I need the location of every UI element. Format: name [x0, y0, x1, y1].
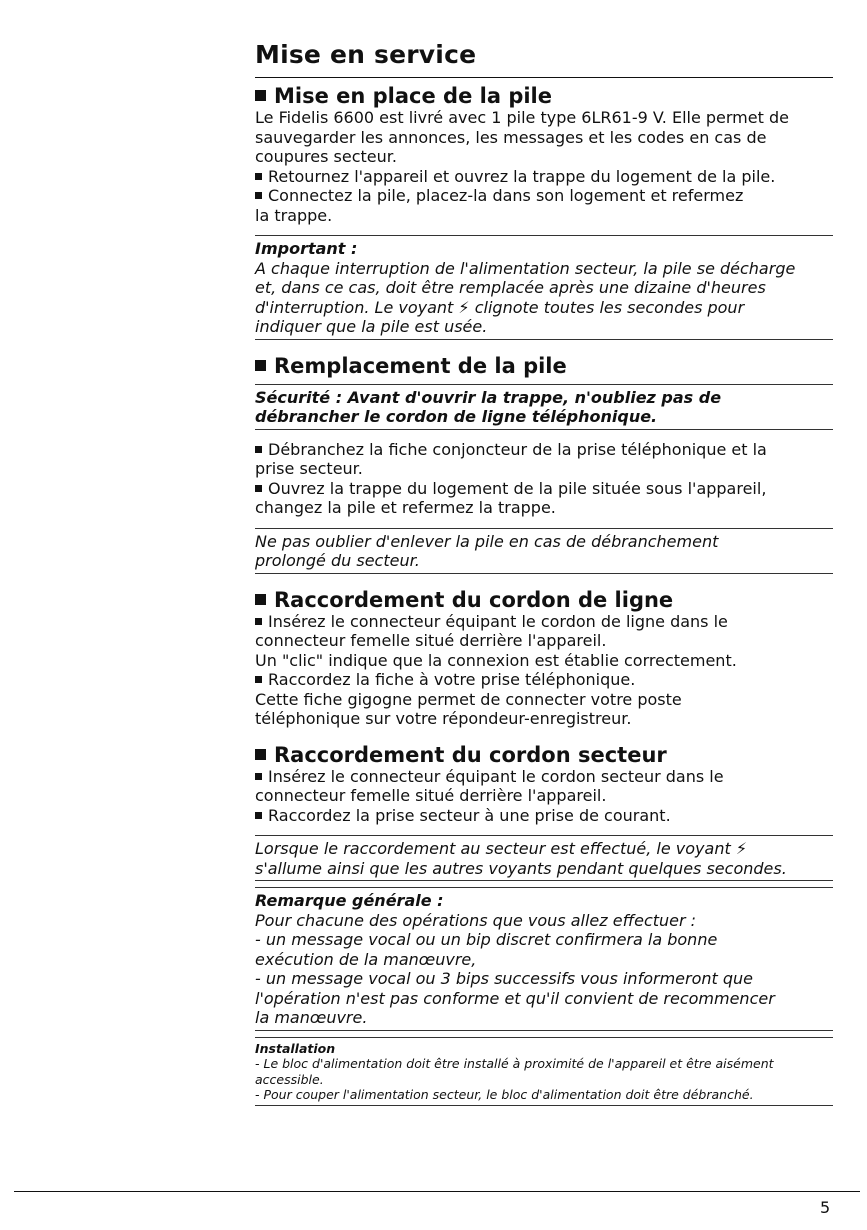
note-line: d'interruption. Le voyant ⚡ clignote toutes les secondes pour [255, 297, 745, 317]
note-line: - Pour couper l'alimentation secteur, le bloc d'alimentation doit être débranché. [255, 1087, 754, 1102]
paragraph: changez la pile et refermez la trappe. [255, 498, 556, 517]
power-note [255, 835, 833, 881]
paragraph: connecteur femelle situé derrière l'appareil. [255, 631, 607, 650]
bullet-item: Retournez l'appareil et ouvrez la trappe du logement de la pile. [255, 167, 833, 187]
bullet-item: Insérez le connecteur équipant le cordon de ligne dans le [255, 612, 833, 632]
note-line: Lorsque le raccordement au secteur est effectué, le voyant ⚡ [255, 839, 748, 858]
paragraph: Un "clic" indique que la connexion est établie correctement. [255, 650, 737, 670]
page-number: 5 [820, 1198, 831, 1217]
installation-note [255, 1037, 833, 1106]
note-line: - Le bloc d'alimentation doit être installé à proximité de l'appareil et être aisément [255, 1056, 774, 1071]
paragraph: prise secteur. [255, 459, 363, 478]
note-line: A chaque interruption de l'alimentation secteur, la pile se décharge [255, 258, 796, 278]
section-heading-battery-replace: Remplacement de la pile [255, 354, 833, 378]
note-line: indiquer que la pile est usée. [255, 317, 488, 336]
paragraph: coupures secteur. [255, 147, 397, 166]
note-line: l'opération n'est pas conforme et qu'il convient de recommencer [255, 988, 775, 1008]
note-line: et, dans ce cas, doit être remplacée après une dizaine d'heures [255, 278, 766, 297]
reminder-note [255, 528, 833, 574]
bullet-item: Connectez la pile, placez-la dans son logement et refermez [255, 186, 833, 206]
note-line: prolongé du secteur. [255, 551, 420, 570]
note-label: Remarque générale : [255, 891, 444, 910]
note-line: débrancher le cordon de ligne téléphonique. [255, 407, 658, 426]
important-note [255, 235, 833, 340]
square-bullet-icon [255, 749, 266, 760]
paragraph: connecteur femelle situé derrière l'appareil. [255, 786, 607, 805]
section-heading-power-cord: Raccordement du cordon secteur [255, 743, 833, 767]
section-heading-line-cord: Raccordement du cordon de ligne [255, 588, 833, 612]
note-line: s'allume ainsi que les autres voyants pendant quelques secondes. [255, 858, 787, 878]
note-line: la manœuvre. [255, 1008, 368, 1027]
note-line: accessible. [255, 1071, 324, 1087]
security-note [255, 384, 833, 430]
paragraph: Le Fidelis 6600 est livré avec 1 pile type 6LR61-9 V. Elle permet de [255, 108, 789, 127]
note-line: - un message vocal ou un bip discret confirmera la bonne [255, 930, 718, 949]
square-bullet-icon [255, 594, 266, 605]
bullet-item: Ouvrez la trappe du logement de la pile située sous l'appareil, [255, 479, 833, 499]
paragraph: sauvegarder les annonces, les messages et les codes en cas de [255, 127, 767, 147]
note-line: Ne pas oublier d'enlever la pile en cas de débranchement [255, 531, 719, 551]
note-line: exécution de la manœuvre, [255, 949, 477, 969]
note-label: Installation [255, 1040, 336, 1056]
note-line: Sécurité : Avant d'ouvrir la trappe, n'oubliez pas de [255, 387, 722, 407]
section-heading-battery-install: Mise en place de la pile [255, 84, 833, 108]
note-label: Important : [255, 239, 358, 258]
square-bullet-icon [255, 90, 266, 101]
paragraph: la trappe. [255, 205, 333, 225]
general-remark-note [255, 887, 833, 1031]
note-line: - un message vocal ou 3 bips successifs vous informeront que [255, 969, 753, 988]
note-line: Pour chacune des opérations que vous allez effectuer : [255, 910, 697, 930]
paragraph: Cette fiche gigogne permet de connecter votre poste [255, 689, 682, 709]
bullet-item: Raccordez la fiche à votre prise téléphonique. [255, 670, 833, 690]
bullet-item: Insérez le connecteur équipant le cordon secteur dans le [255, 767, 833, 787]
footer-divider [14, 1191, 860, 1192]
paragraph: téléphonique sur votre répondeur-enregistreur. [255, 709, 632, 728]
square-bullet-icon [255, 360, 266, 371]
page-content [255, 40, 833, 1106]
page-title: Mise en service [255, 40, 833, 78]
bullet-item: Débranchez la fiche conjoncteur de la prise téléphonique et la [255, 440, 833, 460]
bullet-item: Raccordez la prise secteur à une prise de courant. [255, 806, 833, 826]
